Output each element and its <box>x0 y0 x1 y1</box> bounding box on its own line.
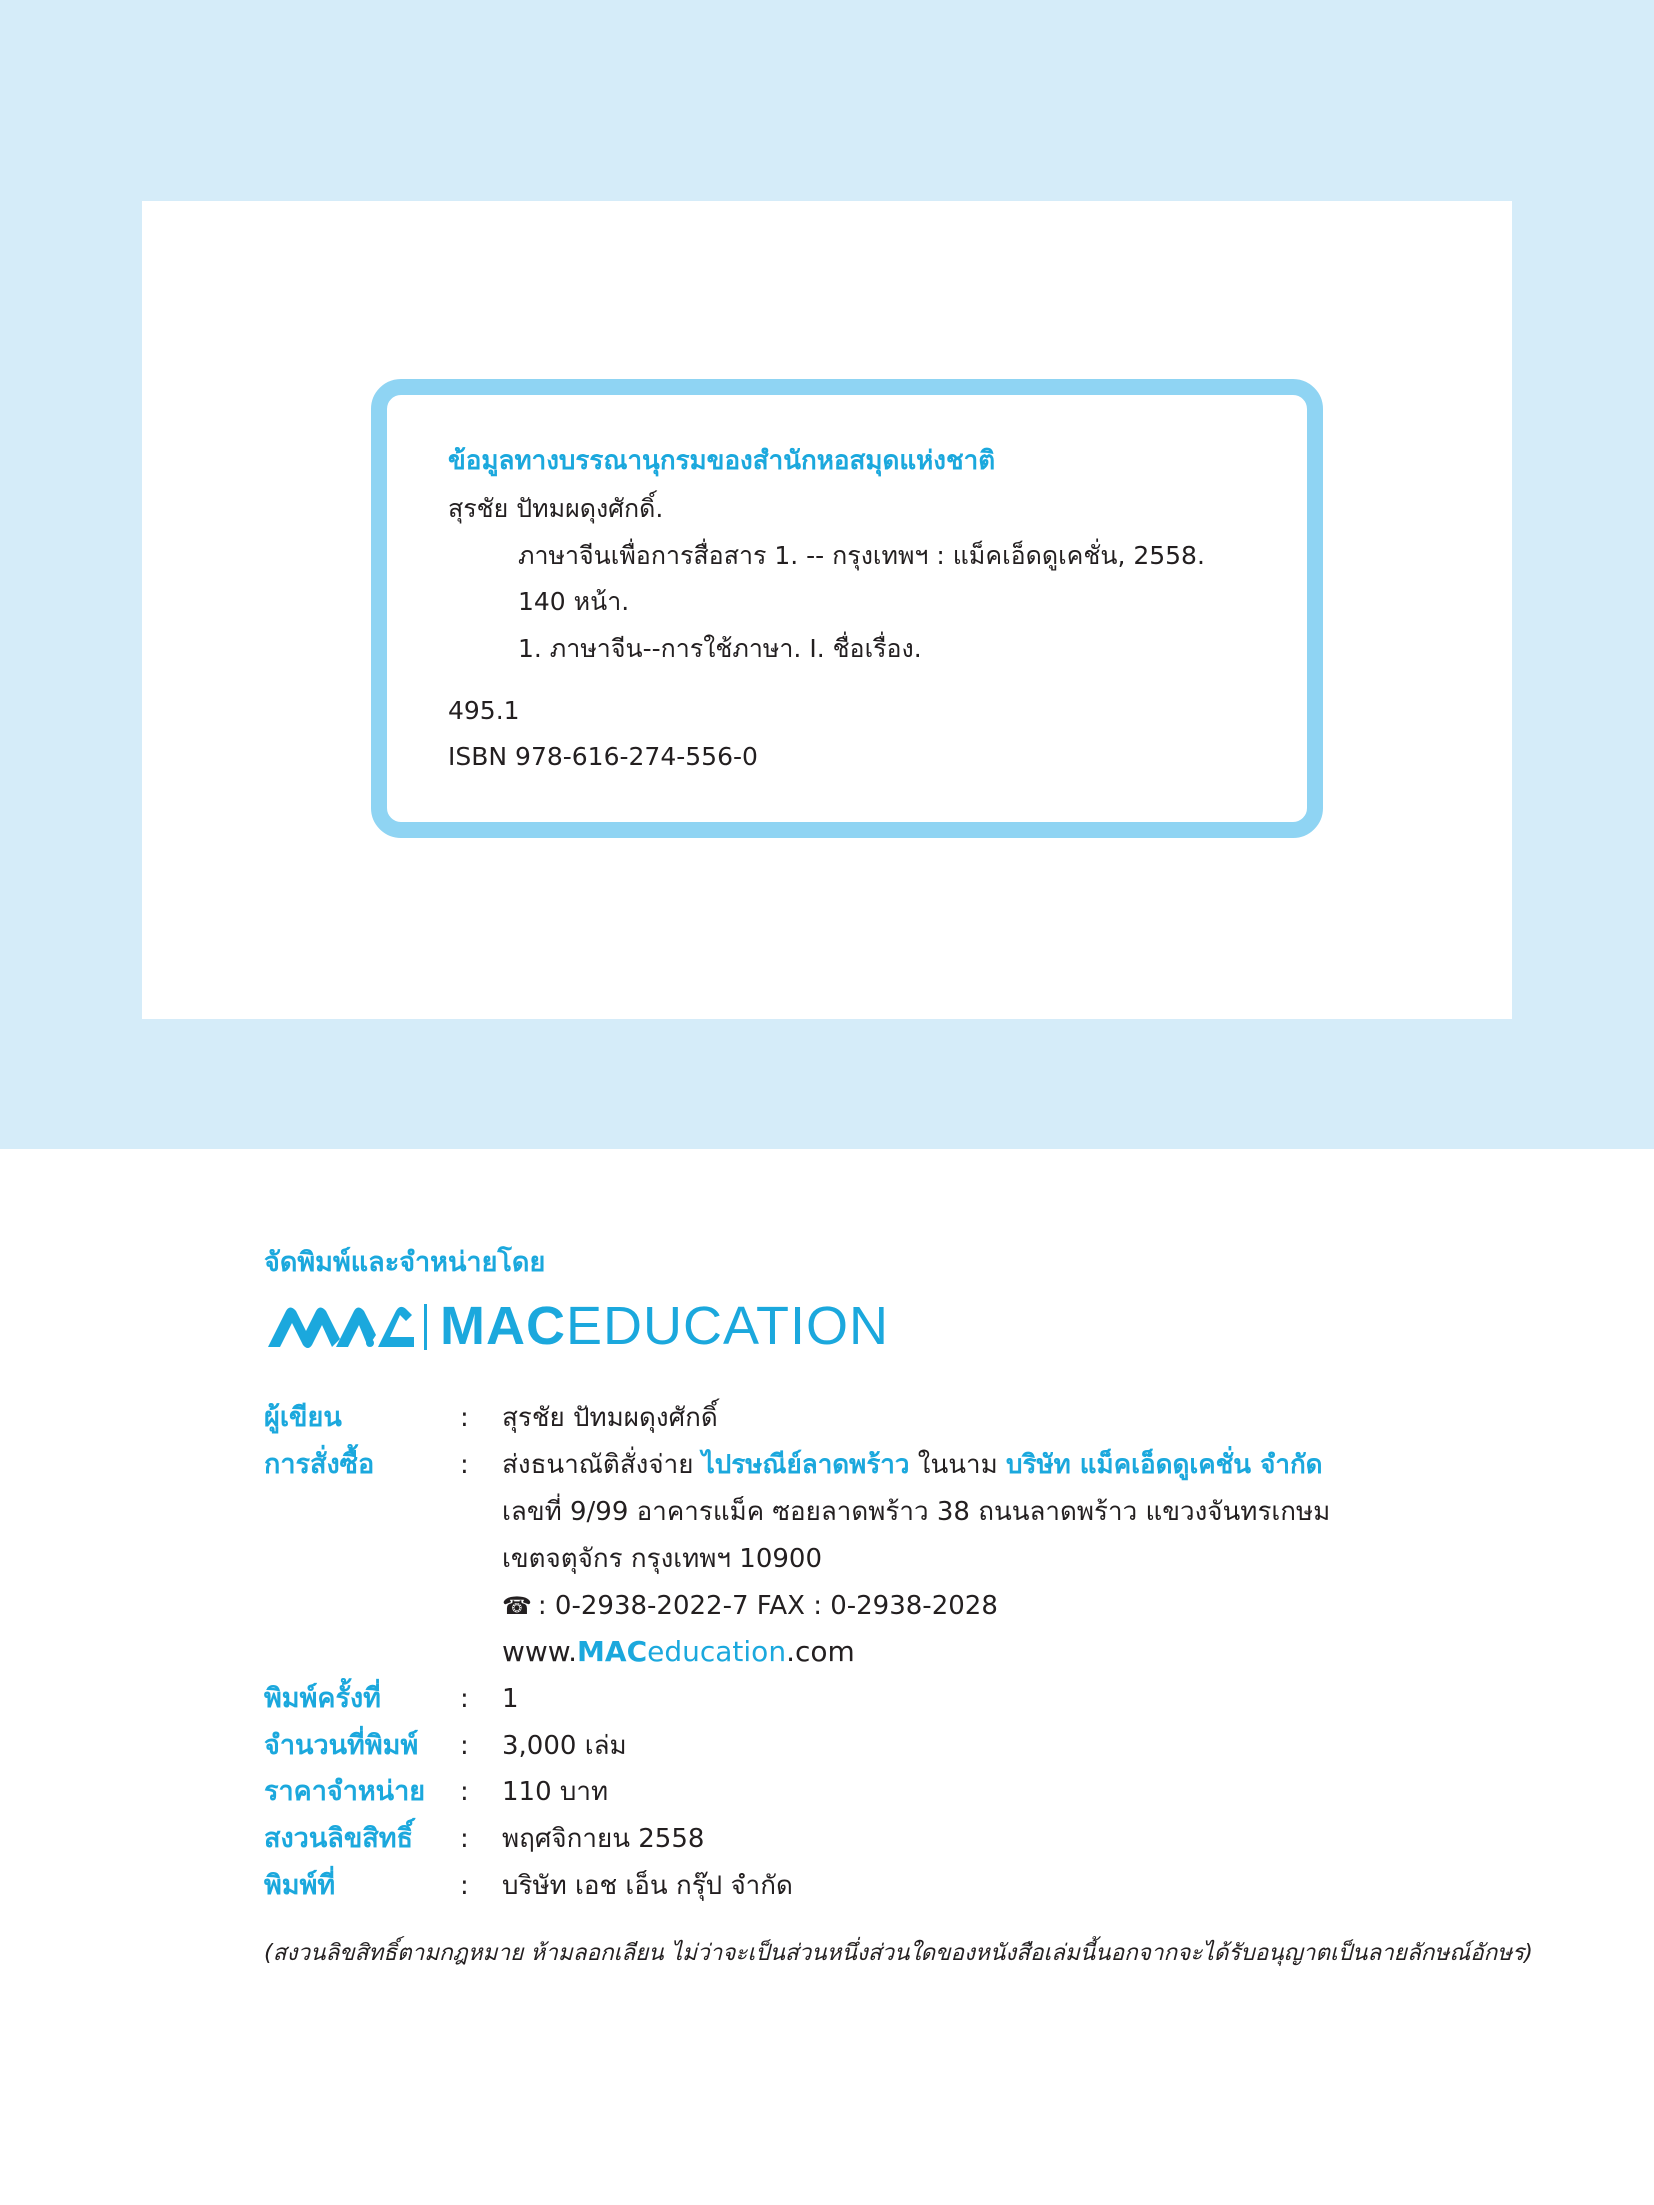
colon: : <box>460 1684 469 1714</box>
web-suffix: .com <box>786 1635 855 1668</box>
order-post-office: ไปรษณีย์ลาดพร้าว <box>701 1450 910 1480</box>
logo-education-text: EDUCATION <box>565 1296 889 1356</box>
mac-education-wordmark <box>440 1295 889 1357</box>
price-value: 110 บาท <box>502 1777 609 1807</box>
cip-pages: 140 หน้า. <box>518 587 630 616</box>
colon: : <box>460 1824 469 1854</box>
order-label: การสั่งซื้อ <box>264 1449 375 1480</box>
colon: : <box>460 1731 469 1761</box>
logo-mac-text: MAC <box>440 1296 566 1356</box>
website-link[interactable] <box>502 1634 855 1670</box>
cip-book-line: ภาษาจีนเพื่อการสื่อสาร 1. -- กรุงเทพฯ : แม็คเอ็ดดูเคชั่น, 2558. <box>518 541 1205 570</box>
logo-separator <box>424 1304 427 1350</box>
printer-label: พิมพ์ที่ <box>264 1870 336 1901</box>
phone-fax-text: : 0-2938-2022-7 FAX : 0-2938-2028 <box>537 1591 998 1621</box>
author-label: ผู้เขียน <box>264 1402 342 1433</box>
author-value: สุรชัย ปัทมผดุงศักดิ์ <box>502 1403 718 1433</box>
printer-value: บริษัท เอช เอ็น กรุ๊ป จำกัด <box>502 1871 793 1901</box>
cip-author: สุรชัย ปัทมผดุงศักดิ์. <box>448 494 664 523</box>
colon: : <box>460 1450 469 1480</box>
copies-value: 3,000 เล่ม <box>502 1731 627 1761</box>
copyright-note: (สงวนลิขสิทธิ์ตามกฎหมาย ห้ามลอกเลียน ไม่ว่าจะเป็นส่วนหนึ่งส่วนใดของหนังสือเล่มนี้นอกจากจะได้รับอนุญาตเป็นลายลักษณ์อักษร) <box>264 1940 1533 1966</box>
copyright-label: สงวนลิขสิทธิ์ <box>264 1823 414 1854</box>
phone-icon: ☎ <box>502 1592 532 1620</box>
cip-title: ข้อมูลทางบรรณานุกรมของสำนักหอสมุดแห่งชาติ <box>448 446 996 476</box>
colon: : <box>460 1777 469 1807</box>
order-text-2: ในนาม <box>909 1450 1006 1480</box>
mac-logo-mark-icon <box>266 1301 416 1351</box>
order-text-1: ส่งธนาณัติสั่งจ่าย <box>502 1450 702 1480</box>
edition-value: 1 <box>502 1684 519 1714</box>
cip-subject: 1. ภาษาจีน--การใช้ภาษา. I. ชื่อเรื่อง. <box>518 634 922 663</box>
copyright-value: พฤศจิกายน 2558 <box>502 1824 705 1854</box>
address-line-1: เลขที่ 9/99 อาคารแม็ค ซอยลาดพร้าว 38 ถนนลาดพร้าว แขวงจันทรเกษม <box>502 1497 1331 1527</box>
order-value <box>502 1447 1323 1483</box>
cip-classification: 495.1 <box>448 696 520 725</box>
copies-label: จำนวนที่พิมพ์ <box>264 1730 419 1761</box>
edition-label: พิมพ์ครั้งที่ <box>264 1683 381 1714</box>
price-label: ราคาจำหน่าย <box>264 1776 426 1807</box>
colon: : <box>460 1403 469 1433</box>
web-prefix: www. <box>502 1635 578 1668</box>
web-mac: MAC <box>577 1635 648 1668</box>
web-education: education <box>647 1635 787 1668</box>
cip-isbn: ISBN 978-616-274-556-0 <box>448 742 758 771</box>
phone-fax-line <box>502 1588 998 1624</box>
address-line-2: เขตจตุจักร กรุงเทพฯ 10900 <box>502 1544 823 1574</box>
publisher-heading: จัดพิมพ์และจำหน่ายโดย <box>264 1247 546 1278</box>
colon: : <box>460 1871 469 1901</box>
order-company: บริษัท แม็คเอ็ดดูเคชั่น จำกัด <box>1006 1450 1323 1480</box>
